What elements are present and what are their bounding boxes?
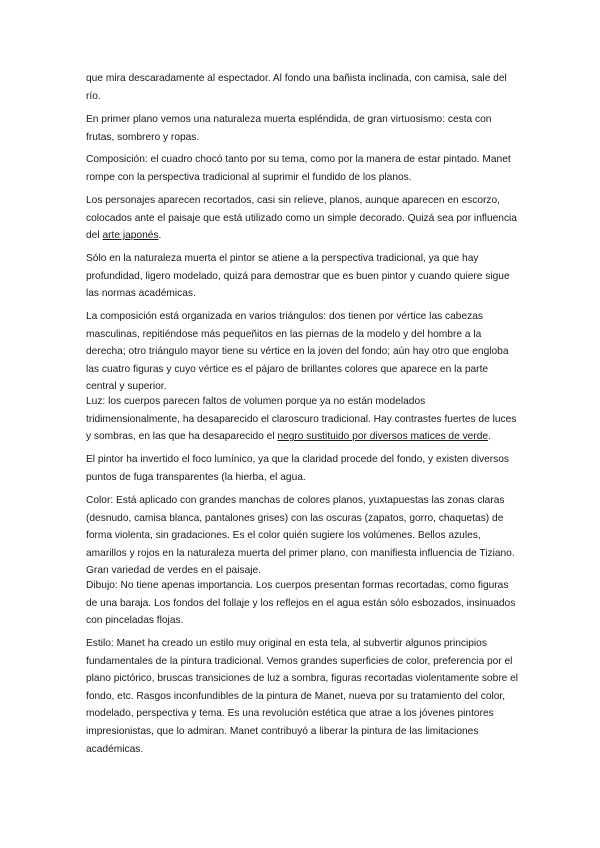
paragraph-line: amarillos y rojos en la naturaleza muerta del primer plano, con manifiesta influencia de Tiziano. [86, 547, 515, 559]
paragraph-line: (desnudo, camisa blanca, pantalones grises) con las oscuras (zapatos, gorro, chaquetas) de [86, 512, 504, 524]
paragraph [86, 250, 518, 303]
paragraph-line: profundidad, ligero modelado, quizá para demostrar que es buen pintor y cuando quiere sigue [86, 270, 510, 282]
paragraph-line: colocados ante el paisaje que está utilizado como un simple decorado. Quizá sea por influencia [86, 212, 517, 224]
paragraph [86, 151, 518, 186]
paragraph-line: Composición: el cuadro chocó tanto por su tema, como por la manera de estar pintado. Manet [86, 154, 511, 165]
paragraph [86, 635, 518, 758]
paragraph-line: río. [86, 90, 101, 102]
negro-sustituido-link[interactable]: negro sustituido por diversos matices de verde [277, 431, 489, 443]
paragraph-line [86, 227, 518, 245]
paragraph-line: las normas académicas. [86, 288, 196, 300]
paragraph-line: Dibujo: No tiene apenas importancia. Los cuerpos presentan formas recortadas, como figuras [86, 580, 509, 591]
paragraph [86, 111, 518, 146]
line-suffix: . [158, 230, 162, 242]
line-prefix: del [86, 230, 103, 242]
line-prefix: y sombras, en las que ha desaparecido el [86, 431, 278, 443]
paragraph-line: Luz: los cuerpos parecen faltos de volumen porque ya no están modelados [86, 396, 426, 407]
paragraph-line: Estilo: Manet ha creado un estilo muy original en esta tela, al subvertir algunos principios [86, 638, 487, 649]
paragraph-line: fundamentales de la pintura tradicional. Vemos grandes superficies de color, preferencia por el [86, 655, 513, 667]
paragraph-line: plano pictórico, bruscas transiciones de luz a sombra, figuras recortadas violentamente sobre el [86, 673, 519, 685]
paragraph-line: fondo, etc. Rasgos inconfundibles de la pintura de Manet, nueva por su tratamiento del color, [86, 690, 506, 702]
paragraph-line: La composición está organizada en varios triángulos: dos tienen por vértice las cabezas [86, 311, 483, 322]
paragraph [86, 451, 518, 486]
paragraph [86, 492, 518, 580]
paragraph [86, 192, 518, 245]
paragraph-line: derecha; otro triángulo mayor tiene su vértice en la joven del fondo; aún hay otro que engloba [86, 346, 509, 358]
paragraph-line: Gran variedad de verdes en el paisaje. [86, 565, 261, 577]
line-suffix: . [488, 431, 491, 443]
paragraph-line: frutas, sombrero y ropas. [86, 131, 200, 143]
paragraph-line [86, 428, 518, 446]
paragraph-line: Color: Está aplicado con grandes manchas de colores planos, yuxtapuestas las zonas claras [86, 495, 505, 506]
paragraph-line: El pintor ha invertido el foco lumínico, ya que la claridad procede del fondo, y existen diversos [86, 454, 510, 465]
paragraph [86, 308, 518, 396]
paragraph-line: las cuatro figuras y cuyo vértice es el pájaro de brillantes colores que aparece en la parte [86, 363, 489, 375]
paragraph-line: Los personajes aparecen recortados, casi sin relieve, planos, aunque aparecen en escorzo, [86, 195, 500, 206]
paragraph-line: de una baraja. Los fondos del follaje y los reflejos en el agua están sólo esbozados, insinuados [86, 597, 516, 609]
paragraph-line: masculinas, repitiéndose más pequeñitos en las piernas de la modelo y del hombre a la [86, 328, 482, 340]
paragraph-line: En primer plano vemos una naturaleza muerta espléndida, de gran virtuosismo: cesta con [86, 114, 492, 125]
paragraph [86, 393, 518, 446]
paragraph-line: impresionistas, que lo admiran. Manet contribuyó a liberar la pintura de las limitaciones [86, 725, 479, 737]
paragraph-line: rompe con la perspectiva tradicional al suprimir el fundido de los planos. [86, 171, 412, 183]
paragraph-line: modelado, perspectiva y tema. Es una revolución estética que atrae a los jóvenes pintores [86, 708, 494, 720]
paragraph-line: forma violenta, sin gradaciones. Es el color quién sugiere los volúmenes. Bellos azules, [86, 530, 481, 542]
paragraph-line: que mira descaradamente al espectador. Al fondo una bañista inclinada, con camisa, sale del [86, 73, 507, 84]
arte-japones-link[interactable]: arte japonés [102, 230, 159, 242]
paragraph-line: académicas. [86, 743, 144, 755]
paragraph-line: central y superior. [86, 381, 167, 393]
paragraph [86, 577, 518, 630]
paragraph-line: Sólo en la naturaleza muerta el pintor se atiene a la perspectiva tradicional, ya que hay [86, 253, 479, 264]
paragraph-line: tridimensionalmente, ha desaparecido el claroscuro tradicional. Hay contrastes fuertes de luces [86, 413, 517, 425]
paragraph [86, 70, 518, 105]
paragraph-line: con pinceladas flojas. [86, 615, 184, 627]
paragraph-line: puntos de fuga transparentes (la hierba, el agua. [86, 471, 306, 483]
